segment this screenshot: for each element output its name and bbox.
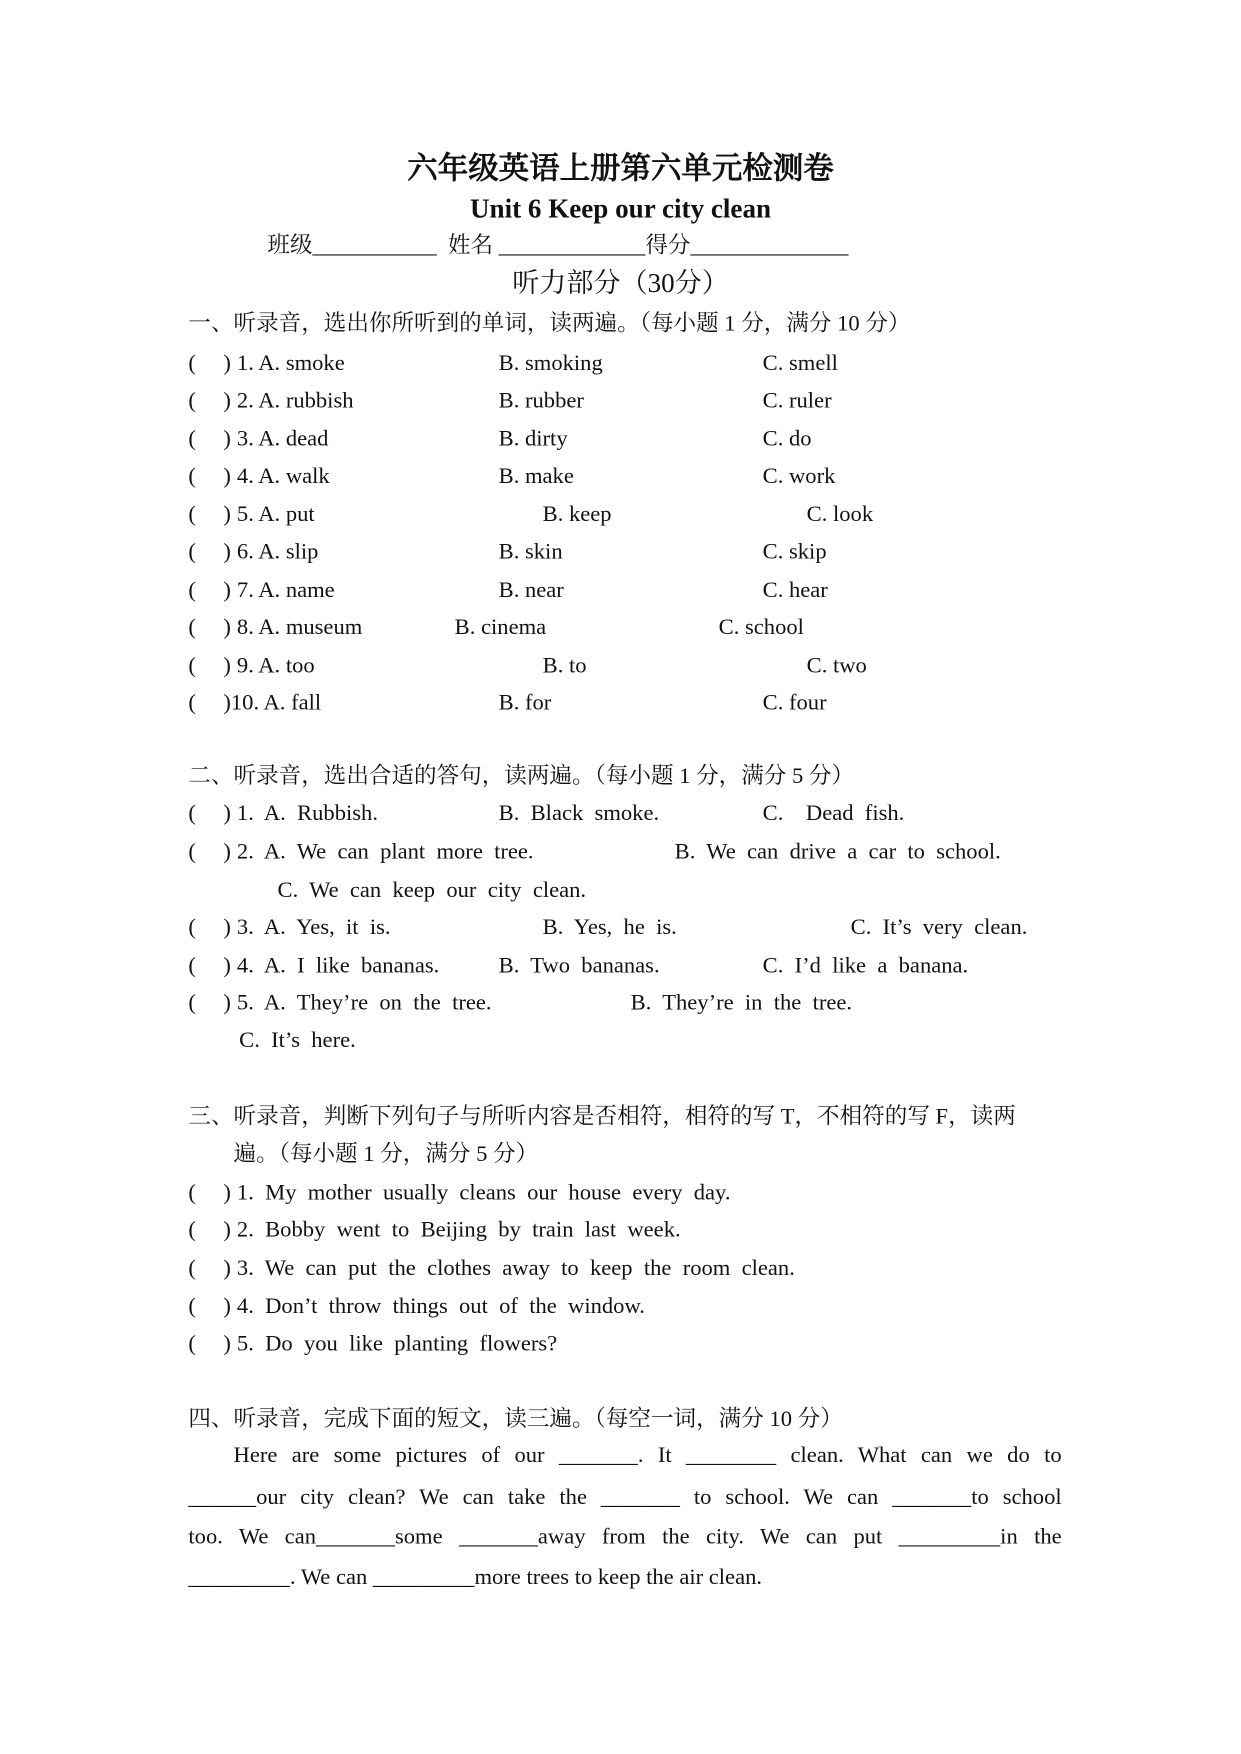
answer-paren-close[interactable]: ) [223,350,231,376]
option-a: 2. A. We can plant more tree. [236,839,534,865]
passage-line[interactable]: ______our city clean? We can take the _______ to school. We can _______to school [188,1484,1062,1510]
answer-paren-close[interactable]: ) [223,1331,231,1357]
statement: 5. Do you like planting flowers? [236,1331,558,1357]
answer-paren-close[interactable]: ) [223,614,231,640]
answer-paren-open[interactable]: ( [188,1180,196,1205]
option-c: C. work [762,463,836,489]
answer-paren-close[interactable]: ) [223,1217,231,1243]
option-b: B. near [498,577,564,603]
section-1-heading: 一、听录音，选出你所听到的单词，读两遍。（每小题 1 分，满分 10 分） [188,311,911,337]
class-label: 班级 [267,233,313,259]
answer-paren-open[interactable]: ( [188,1255,196,1281]
option-c: C. skip [762,539,827,565]
answer-paren-open[interactable]: ( [188,577,196,603]
answer-paren-open[interactable]: ( [188,1294,196,1319]
section-3-heading: 三、听录音，判断下列句子与所听内容是否相符，相符的写 T，不相符的写 F，读两 [188,1104,1016,1130]
answer-paren-close[interactable]: ) [223,463,231,489]
option-a: 3. A. Yes, it is. [236,914,391,940]
answer-paren-open[interactable]: ( [188,801,196,826]
student-info [267,232,848,259]
answer-paren-open[interactable]: ( [188,388,196,413]
name-label: 姓名 [447,233,494,259]
option-c: C. two [806,653,867,679]
option-a: 4. A. walk [236,463,330,489]
option-b: B. Black smoke. [498,801,660,826]
answer-paren-close[interactable]: ) [223,653,231,679]
answer-paren-close[interactable]: ) [223,914,231,940]
class-blank[interactable]: ___________ [312,233,437,259]
option-b: B. We can drive a car to school. [674,839,1001,865]
option-c: C. look [806,502,874,527]
answer-paren-open[interactable]: ( [188,1331,196,1357]
answer-paren-open[interactable]: ( [188,653,196,679]
option-a: 3. A. dead [236,426,329,452]
option-b: B. dirty [498,426,568,452]
option-a: )10. A. fall [223,690,322,716]
option-c: C. Dead fish. [762,801,905,826]
answer-paren-open[interactable]: ( [188,426,196,452]
answer-paren-open[interactable]: ( [188,614,196,640]
option-b: B. make [498,463,574,489]
passage-line[interactable]: _________. We can _________more trees to keep the air clean. [188,1564,763,1590]
option-b: B. Two bananas. [498,953,660,979]
option-b: B. to [542,653,587,679]
option-c: C. school [718,614,804,640]
answer-paren-open[interactable]: ( [188,914,196,940]
passage-line[interactable]: Here are some pictures of our _______. It ________ clean. What can we do to [233,1442,1062,1468]
option-b: B. for [498,690,552,716]
option-a: 8. A. museum [236,614,363,640]
option-c: C. It’s here. [239,1027,356,1053]
answer-paren-open[interactable]: ( [188,350,196,376]
statement: 3. We can put the clothes away to keep the room clean. [236,1255,795,1281]
answer-paren-close[interactable]: ) [223,1255,231,1281]
passage-line[interactable]: too. We can_______some _______away from the city. We can put _________in the [188,1524,1062,1550]
option-a: 1. A. Rubbish. [236,801,378,826]
option-c: C. We can keep our city clean. [277,877,587,903]
option-a: 7. A. name [236,577,335,603]
option-c: C. smell [762,350,838,376]
section-3-heading-cont: 遍。（每小题 1 分，满分 5 分） [233,1141,539,1167]
option-b: B. rubber [498,388,584,413]
option-a: 5. A. put [236,502,315,527]
option-b: B. smoking [498,350,603,376]
option-b: B. Yes, he is. [542,914,677,940]
option-a: 9. A. too [236,653,315,679]
answer-paren-open[interactable]: ( [188,690,196,716]
option-a: 5. A. They’re on the tree. [236,990,492,1016]
section-2-heading: 二、听录音，选出合适的答句，读两遍。（每小题 1 分，满分 5 分） [188,763,855,789]
option-b: B. They’re in the tree. [630,990,853,1016]
answer-paren-close[interactable]: ) [223,801,231,826]
option-a: 4. A. I like bananas. [236,953,440,979]
score-label: 得分 [645,233,691,259]
option-b: B. skin [498,539,563,565]
option-a: 2. A. rubbish [236,388,354,413]
option-a: 1. A. smoke [236,350,345,376]
answer-paren-close[interactable]: ) [223,502,231,527]
option-b: B. cinema [454,614,547,640]
answer-paren-close[interactable]: ) [223,990,231,1016]
answer-paren-open[interactable]: ( [188,539,196,565]
statement: 4. Don’t throw things out of the window. [236,1294,645,1319]
option-c: C. do [762,426,812,452]
listening-heading: 听力部分（30分） [512,269,729,299]
answer-paren-close[interactable]: ) [223,839,231,865]
answer-paren-close[interactable]: ) [223,1180,231,1205]
answer-paren-close[interactable]: ) [223,953,231,979]
answer-paren-close[interactable]: ) [223,426,231,452]
answer-paren-close[interactable]: ) [223,1294,231,1319]
answer-paren-open[interactable]: ( [188,463,196,489]
answer-paren-open[interactable]: ( [188,502,196,527]
statement: 2. Bobby went to Beijing by train last week. [236,1217,681,1243]
answer-paren-close[interactable]: ) [223,388,231,413]
option-c: C. ruler [762,388,832,413]
page-subtitle: Unit 6 Keep our city clean [469,195,772,225]
option-c: C. hear [762,577,828,603]
option-b: B. keep [542,502,612,527]
answer-paren-close[interactable]: ) [223,577,231,603]
answer-paren-open[interactable]: ( [188,953,196,979]
answer-paren-open[interactable]: ( [188,1217,196,1243]
option-c: C. I’d like a banana. [762,953,969,979]
name-blank[interactable]: _____________ [498,233,646,259]
section-4-heading: 四、听录音，完成下面的短文，读三遍。（每空一词，满分 10 分） [188,1406,843,1432]
answer-paren-open[interactable]: ( [188,990,196,1016]
option-a: 6. A. slip [236,539,319,565]
statement: 1. My mother usually cleans our house every day. [236,1180,731,1205]
option-c: C. It’s very clean. [850,914,1028,940]
answer-paren-open[interactable]: ( [188,839,196,865]
page-title: 六年级英语上册第六单元检测卷 [407,151,834,187]
score-blank[interactable]: ______________ [690,233,849,259]
option-c: C. four [762,690,827,716]
answer-paren-close[interactable]: ) [223,539,231,565]
